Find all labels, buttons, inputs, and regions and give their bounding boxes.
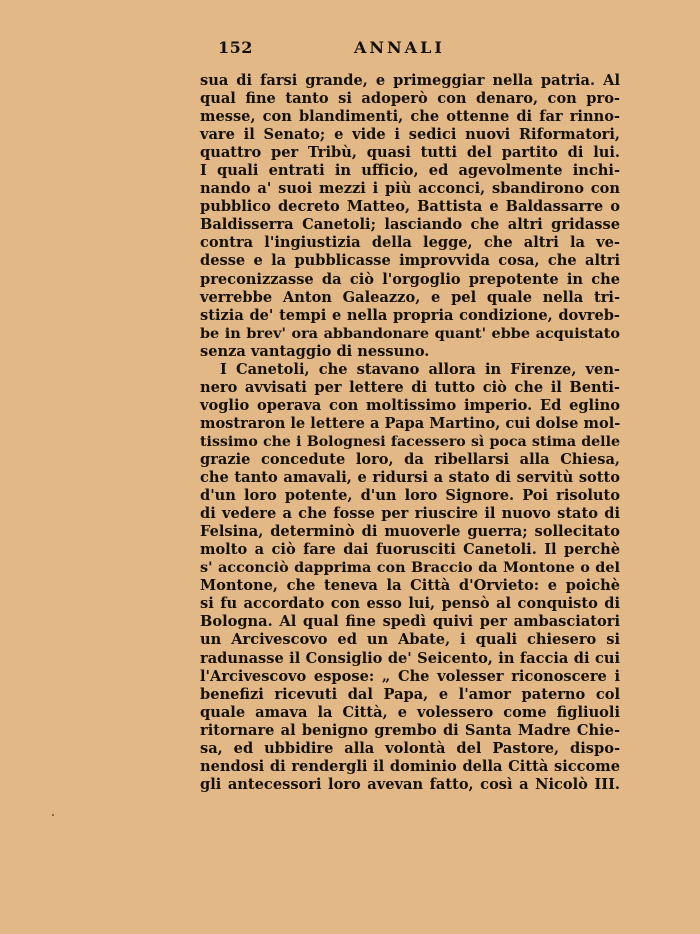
text-line: radunasse il Consiglio de' Seicento, in faccia di cui	[200, 649, 620, 667]
text-line: sa, ed ubbidire alla volontà del Pastore, dispo-	[200, 739, 620, 757]
body-text	[200, 72, 620, 794]
text-line: quattro per Tribù, quasi tutti del partito di lui.	[200, 144, 620, 162]
text-line: desse e la pubblicasse improvvida cosa, che altri	[200, 252, 620, 270]
text-line: nendosi di rendergli il dominio della Città siccome	[200, 757, 620, 775]
text-line: nero avvisati per lettere di tutto ciò che il Benti-	[200, 378, 620, 396]
text-line: grazie concedute loro, da ribellarsi alla Chiesa,	[200, 450, 620, 468]
text-line: che tanto amavali, e ridursi a stato di servitù sotto	[200, 469, 620, 487]
running-title: ANNALI	[354, 38, 445, 57]
text-line: gli antecessori loro avevan fatto, così a Nicolò III.	[200, 775, 620, 793]
text-line: sua di farsi grande, e primeggiar nella patria. Al	[200, 72, 620, 89]
text-line: ritornare al benigno grembo di Santa Madre Chie-	[200, 721, 620, 739]
text-line: molto a ciò fare dai fuorusciti Canetoli. Il perchè	[200, 541, 620, 559]
page-number: 152	[218, 38, 253, 57]
text-line: contra l'ingiustizia della legge, che altri la ve-	[200, 234, 620, 252]
text-line: qual fine tanto si adoperò con denaro, con pro-	[200, 90, 620, 108]
text-line: quale amava la Città, e volessero come figliuoli	[200, 703, 620, 721]
text-line: messe, con blandimenti, che ottenne di far rinno-	[200, 108, 620, 126]
text-line: un Arcivescovo ed un Abate, i quali chiesero si	[200, 631, 620, 649]
text-line: Baldisserra Canetoli; lasciando che altri gridasse	[200, 216, 620, 234]
text-line: stizia de' tempi e nella propria condizione, dovreb-	[200, 306, 620, 324]
text-line: mostraron le lettere a Papa Martino, cui dolse mol-	[200, 414, 621, 432]
text-line: voglio operava con moltissimo imperio. Ed eglino	[200, 396, 620, 414]
text-line: Bologna. Al qual fine spedì quivi per ambasciatori	[200, 613, 620, 631]
text-line: benefizi ricevuti dal Papa, e l'amor paterno col	[200, 685, 620, 703]
text-line: s' acconciò dapprima con Braccio da Montone o del	[200, 559, 620, 577]
text-line: Felsina, determinò di muoverle guerra; sollecitato	[200, 523, 620, 541]
scan-speck	[52, 814, 54, 816]
text-line: si fu accordato con esso lui, pensò al conquisto di	[200, 595, 620, 613]
text-line: verrebbe Anton Galeazzo, e pel quale nella tri-	[200, 288, 620, 306]
text-line: pubblico decreto Matteo, Battista e Baldassarre o	[200, 198, 620, 216]
text-line: I quali entrati in ufficio, ed agevolmente inchi-	[200, 162, 620, 180]
text-line: tissimo che i Bolognesi facessero sì poca stima delle	[200, 433, 620, 450]
text-line: preconizzasse da ciò l'orgoglio prepotente in che	[200, 270, 620, 288]
text-line: I Canetoli, che stavano allora in Firenze, ven-	[220, 360, 620, 378]
text-line: d'un loro potente, d'un loro Signore. Poi risoluto	[200, 487, 620, 505]
text-line: l'Arcivescovo espose: „ Che volesser riconoscere i	[200, 667, 620, 685]
text-line: be in brev' ora abbandonare quant' ebbe acquistato	[200, 324, 620, 342]
text-line: senza vantaggio di nessuno.	[200, 342, 430, 360]
text-line: vare il Senato; e vide i sedici nuovi Riformatori,	[200, 126, 620, 144]
text-line: di vedere a che fosse per riuscire il nuovo stato di	[200, 505, 620, 523]
text-line: Montone, che teneva la Città d'Orvieto: e poichè	[200, 577, 620, 595]
text-line: nando a' suoi mezzi i più acconci, sbandirono con	[200, 180, 620, 198]
page-header	[200, 38, 620, 60]
